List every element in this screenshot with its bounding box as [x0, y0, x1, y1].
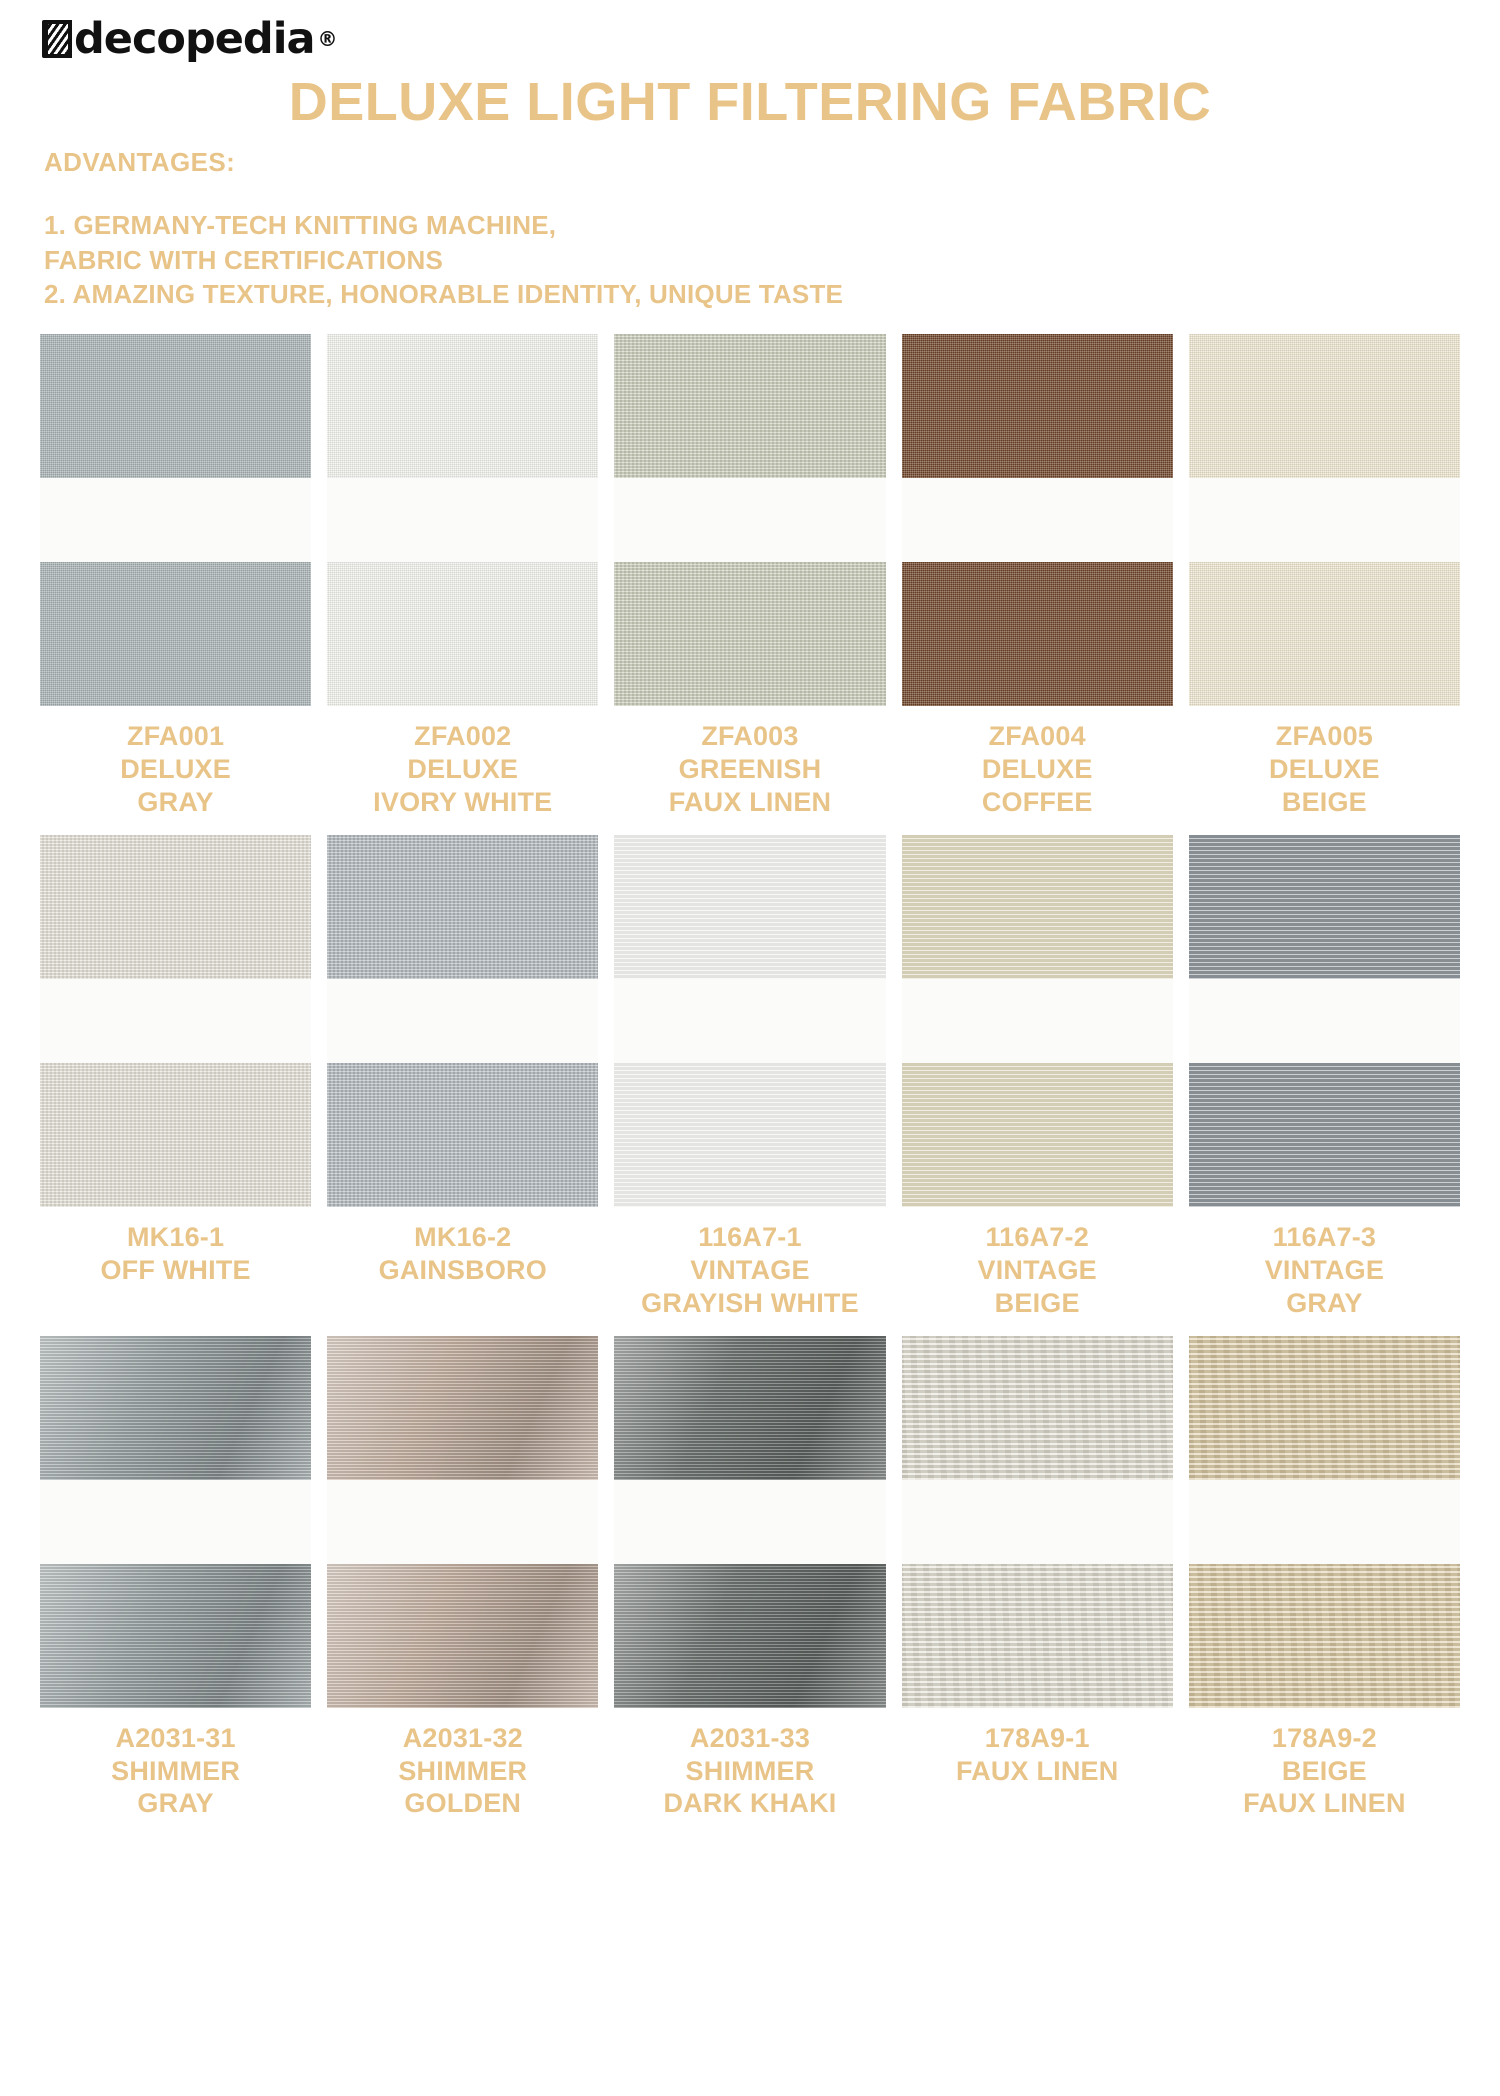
swatch-name-line-2: GRAY — [137, 1788, 214, 1819]
swatch-caption — [100, 1221, 250, 1287]
fabric-texture-overlay — [1189, 1336, 1460, 1480]
swatch-name-line-2: GRAYISH WHITE — [641, 1287, 859, 1318]
swatch-code: A2031-33 — [689, 1722, 811, 1753]
swatch-name-line-1: DELUXE — [1269, 753, 1380, 784]
fabric-band-top — [1189, 1336, 1460, 1480]
brand-name: decopedia — [74, 14, 315, 64]
swatch-name-line-1: GAINSBORO — [378, 1254, 547, 1285]
grid-row-gap — [40, 1320, 1460, 1336]
swatch-code: MK16-1 — [126, 1221, 225, 1252]
fabric-texture-overlay — [40, 1564, 311, 1708]
fabric-texture-overlay — [902, 835, 1173, 979]
swatch-code: A2031-31 — [115, 1722, 236, 1753]
fabric-band-bottom — [327, 1063, 598, 1207]
fabric-sample[interactable] — [902, 334, 1173, 706]
swatch-name-line-1: VINTAGE — [690, 1254, 810, 1285]
fabric-band-bottom — [40, 1063, 311, 1207]
fabric-texture-overlay — [1189, 1564, 1460, 1708]
fabric-band-bottom — [614, 1063, 885, 1207]
swatch-cell[interactable] — [1189, 835, 1460, 1320]
swatch-caption — [120, 720, 231, 819]
fabric-sample[interactable] — [40, 835, 311, 1207]
swatch-caption — [977, 1221, 1096, 1320]
fabric-sample[interactable] — [327, 835, 598, 1207]
fabric-texture-overlay — [902, 1336, 1173, 1480]
fabric-texture-overlay — [1189, 1063, 1460, 1207]
fabric-band-bottom — [40, 562, 311, 706]
swatch-name-line-2: BEIGE — [994, 1287, 1080, 1318]
fabric-texture-overlay — [614, 562, 885, 706]
swatch-cell[interactable] — [902, 835, 1173, 1320]
fabric-band-bottom — [902, 1564, 1173, 1708]
swatch-name-line-1: DELUXE — [407, 753, 519, 784]
fabric-band-top — [614, 1336, 885, 1480]
swatch-code: ZFA002 — [414, 720, 512, 751]
page-title: DELUXE LIGHT FILTERING FABRIC — [288, 72, 1212, 132]
fabric-band-top — [327, 334, 598, 478]
swatch-name-line-1: VINTAGE — [977, 1254, 1097, 1285]
swatch-name-line-1: SHIMMER — [685, 1755, 815, 1786]
fabric-band-top — [40, 334, 311, 478]
fabric-band-top — [902, 1336, 1173, 1480]
fabric-sample[interactable] — [1189, 835, 1460, 1207]
fabric-texture-overlay — [40, 334, 311, 478]
swatch-name-line-1: VINTAGE — [1264, 1254, 1385, 1285]
swatch-cell[interactable] — [614, 334, 885, 819]
swatch-name-line-1: FAUX LINEN — [955, 1755, 1119, 1786]
fabric-band-bottom — [1189, 1564, 1460, 1708]
advantage-line-2: FABRIC WITH CERTIFICATIONS — [44, 244, 444, 275]
brand-header — [40, 0, 1460, 64]
fabric-band-bottom — [1189, 1063, 1460, 1207]
swatch-code: 116A7-1 — [698, 1221, 802, 1252]
swatch-name-line-2: GRAY — [1286, 1287, 1363, 1318]
sheer-band — [902, 478, 1173, 562]
sheer-band — [1189, 478, 1460, 562]
swatch-name-line-2: IVORY WHITE — [373, 786, 553, 817]
swatch-name-line-2: GRAY — [137, 786, 214, 817]
sheer-band — [327, 1480, 598, 1564]
swatch-cell[interactable] — [902, 1336, 1173, 1821]
swatch-name-line-2: GOLDEN — [404, 1788, 522, 1819]
swatch-code: ZFA003 — [701, 720, 799, 751]
fabric-band-top — [40, 1336, 311, 1480]
swatch-name-line-2: FAUX LINEN — [668, 786, 832, 817]
fabric-texture-overlay — [1189, 562, 1460, 706]
fabric-sample[interactable] — [40, 334, 311, 706]
sheer-band — [902, 979, 1173, 1063]
fabric-band-top — [327, 1336, 598, 1480]
advantages-list — [44, 208, 1460, 312]
fabric-band-bottom — [327, 1564, 598, 1708]
swatch-name-line-1: SHIMMER — [398, 1755, 528, 1786]
fabric-texture-overlay — [902, 334, 1173, 478]
brand-logo — [42, 14, 336, 64]
fabric-texture-overlay — [902, 562, 1173, 706]
swatch-caption — [663, 1722, 836, 1821]
swatch-cell[interactable] — [614, 835, 885, 1320]
swatch-name-line-1: DELUXE — [120, 753, 231, 784]
fabric-band-top — [40, 835, 311, 979]
sheer-band — [40, 478, 311, 562]
fabric-texture-overlay — [1189, 835, 1460, 979]
fabric-sample[interactable] — [327, 1336, 598, 1708]
fabric-band-top — [1189, 334, 1460, 478]
swatch-caption — [111, 1722, 240, 1821]
swatch-caption — [1243, 1722, 1406, 1821]
swatch-cell[interactable] — [327, 334, 598, 819]
swatch-cell[interactable] — [40, 835, 311, 1320]
fabric-texture-overlay — [327, 562, 598, 706]
swatch-code: A2031-32 — [402, 1722, 523, 1753]
swatch-code: 116A7-2 — [985, 1221, 1089, 1252]
fabric-texture-overlay — [1189, 334, 1460, 478]
fabric-texture-overlay — [40, 562, 311, 706]
fabric-texture-overlay — [614, 1063, 885, 1207]
fabric-sample[interactable] — [40, 1336, 311, 1708]
fabric-sample[interactable] — [902, 835, 1173, 1207]
fabric-band-bottom — [1189, 562, 1460, 706]
swatch-name-line-1: SHIMMER — [111, 1755, 241, 1786]
swatch-caption — [982, 720, 1093, 819]
sheer-band — [614, 478, 885, 562]
swatch-cell[interactable] — [902, 334, 1173, 819]
fabric-sample[interactable] — [1189, 334, 1460, 706]
fabric-texture-overlay — [327, 1336, 598, 1480]
fabric-sample[interactable] — [614, 1336, 885, 1708]
fabric-texture-overlay — [40, 1063, 311, 1207]
fabric-texture-overlay — [614, 835, 885, 979]
swatch-grid — [40, 334, 1460, 1820]
advantages-label: ADVANTAGES: — [44, 147, 236, 178]
swatch-code: 178A9-2 — [1271, 1722, 1377, 1753]
registered-trademark-icon: ® — [317, 27, 337, 51]
swatch-cell[interactable] — [1189, 334, 1460, 819]
sheer-band — [327, 979, 598, 1063]
fabric-texture-overlay — [327, 1063, 598, 1207]
fabric-sample[interactable] — [614, 334, 885, 706]
fabric-band-top — [614, 835, 885, 979]
fabric-band-bottom — [902, 1063, 1173, 1207]
swatch-code: MK16-2 — [414, 1221, 512, 1252]
fabric-texture-overlay — [327, 835, 598, 979]
fabric-texture-overlay — [614, 1564, 885, 1708]
fabric-texture-overlay — [614, 334, 885, 478]
swatch-name-line-1: OFF WHITE — [100, 1254, 251, 1285]
fabric-texture-overlay — [614, 1336, 885, 1480]
swatch-caption — [956, 1722, 1119, 1788]
swatch-caption — [398, 1722, 527, 1821]
sheer-band — [1189, 1480, 1460, 1564]
fabric-band-top — [902, 334, 1173, 478]
swatch-name-line-2: COFFEE — [981, 786, 1093, 817]
advantage-line-3: 2. AMAZING TEXTURE, HONORABLE IDENTITY, UNIQUE TASTE — [44, 279, 844, 310]
fabric-band-bottom — [40, 1564, 311, 1708]
swatch-caption — [379, 1221, 547, 1287]
swatch-name-line-1: DELUXE — [981, 753, 1093, 784]
swatch-code: ZFA004 — [988, 720, 1086, 751]
fabric-texture-overlay — [40, 835, 311, 979]
fabric-band-bottom — [614, 1564, 885, 1708]
brand-mark-icon — [42, 20, 72, 58]
fabric-texture-overlay — [902, 1564, 1173, 1708]
sheer-band — [40, 979, 311, 1063]
swatch-caption — [641, 1221, 859, 1320]
fabric-texture-overlay — [327, 1564, 598, 1708]
swatch-cell[interactable] — [40, 1336, 311, 1821]
swatch-cell[interactable] — [1189, 1336, 1460, 1821]
fabric-sample[interactable] — [327, 334, 598, 706]
fabric-sample[interactable] — [902, 1336, 1173, 1708]
swatch-caption — [669, 720, 832, 819]
swatch-cell[interactable] — [614, 1336, 885, 1821]
swatch-cell[interactable] — [40, 334, 311, 819]
swatch-cell[interactable] — [327, 835, 598, 1320]
sheer-band — [1189, 979, 1460, 1063]
swatch-code: 116A7-3 — [1272, 1221, 1377, 1252]
fabric-band-bottom — [902, 562, 1173, 706]
swatch-name-line-2: BEIGE — [1281, 786, 1367, 817]
fabric-sample[interactable] — [614, 835, 885, 1207]
swatch-code: ZFA005 — [1275, 720, 1374, 751]
sheer-band — [614, 979, 885, 1063]
fabric-texture-overlay — [327, 334, 598, 478]
fabric-texture-overlay — [902, 1063, 1173, 1207]
grid-row-gap — [40, 819, 1460, 835]
fabric-texture-overlay — [40, 1336, 311, 1480]
sheer-band — [40, 1480, 311, 1564]
sheer-band — [902, 1480, 1173, 1564]
sheer-band — [614, 1480, 885, 1564]
swatch-code: ZFA001 — [126, 720, 225, 751]
fabric-band-top — [1189, 835, 1460, 979]
swatch-name-line-1: BEIGE — [1281, 1755, 1367, 1786]
fabric-band-top — [327, 835, 598, 979]
swatch-name-line-1: GREENISH — [678, 753, 822, 784]
sheer-band — [327, 478, 598, 562]
swatch-name-line-2: DARK KHAKI — [663, 1788, 837, 1819]
fabric-band-bottom — [614, 562, 885, 706]
fabric-band-bottom — [327, 562, 598, 706]
fabric-sample[interactable] — [1189, 1336, 1460, 1708]
swatch-caption — [1269, 720, 1380, 819]
advantage-line-1: 1. GERMANY-TECH KNITTING MACHINE, — [44, 210, 557, 241]
swatch-caption — [373, 720, 552, 819]
swatch-name-line-2: FAUX LINEN — [1243, 1788, 1406, 1819]
swatch-cell[interactable] — [327, 1336, 598, 1821]
swatch-caption — [1265, 1221, 1384, 1320]
fabric-band-top — [614, 334, 885, 478]
swatch-code: 178A9-1 — [984, 1722, 1090, 1753]
fabric-band-top — [902, 835, 1173, 979]
